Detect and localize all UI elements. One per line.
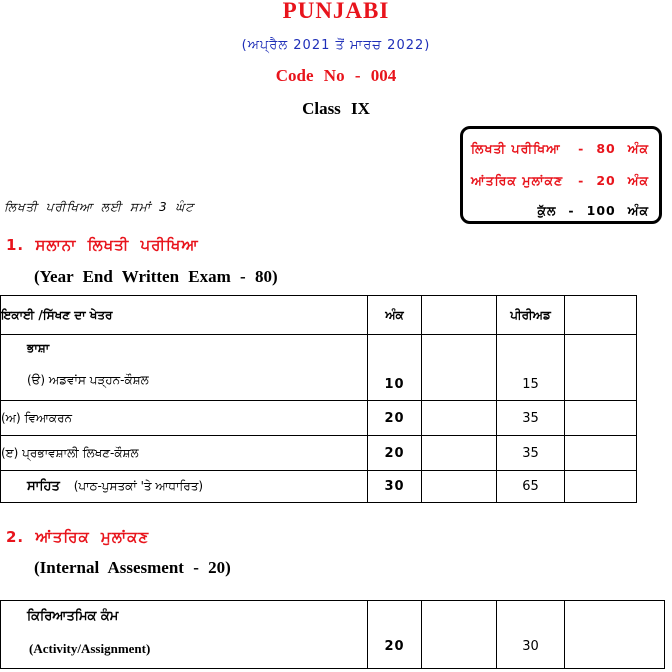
blank-cell xyxy=(565,335,637,401)
literature-note: (ਪਾਠ-ਪੁਸਤਕਾਂ 'ਤੇ ਆਧਾਰਿਤ) xyxy=(73,479,204,493)
column-header-marks: ਅੰਕ xyxy=(368,296,422,335)
row-area: (ੲ) ਪ੍ਰਭਾਵਸ਼ਾਲੀ ਲਿਖਣ-ਕੌਸ਼ਲ xyxy=(1,436,368,471)
total-unit: ਅੰਕ xyxy=(627,203,649,218)
column-header-blank xyxy=(422,296,497,335)
activity-sublabel: (Activity/Assignment) xyxy=(29,641,151,656)
row-periods: 65 xyxy=(497,471,565,503)
blank-cell xyxy=(565,601,665,669)
literature-cell xyxy=(1,471,368,503)
row-periods: 35 xyxy=(497,401,565,436)
literature-label: ਸਾਹਿਤ xyxy=(27,479,60,494)
internal-dash: - xyxy=(578,173,585,188)
table-row xyxy=(1,401,637,436)
internal-value: 20 xyxy=(596,173,616,188)
written-value: 80 xyxy=(596,141,616,156)
section2-subheading: (Internal Assesment - 20) xyxy=(34,558,231,577)
row-periods: 15 xyxy=(497,335,565,401)
row-area: (ਅ) ਵਿਆਕਰਨ xyxy=(1,401,368,436)
subject-title: PUNJABI xyxy=(282,0,390,23)
class-label: Class IX xyxy=(302,99,370,118)
row-marks: 30 xyxy=(368,471,422,503)
exam-time-note: ਲਿਖਤੀ ਪਰੀਖਿਆ ਲਈ ਸਮਾਂ 3 ਘੰਟ xyxy=(4,200,195,214)
table-row xyxy=(1,335,637,401)
subject-code: Code No - 004 xyxy=(275,66,397,85)
section1-subheading: (Year End Written Exam - 80) xyxy=(34,267,278,286)
blank-cell xyxy=(422,471,497,503)
total-value: 100 xyxy=(586,203,616,218)
table-header-row xyxy=(1,296,637,335)
section1-heading: 1. ਸਲਾਨਾ ਲਿਖਤੀ ਪਰੀਖਿਆ xyxy=(6,236,199,254)
total-dash: - xyxy=(568,203,575,218)
column-header-periods: ਪੀਰੀਅਡ xyxy=(497,296,565,335)
written-dash: - xyxy=(578,141,585,156)
blank-cell xyxy=(565,471,637,503)
blank-cell xyxy=(422,335,497,401)
blank-cell xyxy=(565,436,637,471)
blank-cell xyxy=(422,436,497,471)
table-row xyxy=(1,601,665,669)
language-group-cell xyxy=(1,335,368,401)
internal-marks-row xyxy=(471,173,649,189)
row-area: (ੳ) ਅਡਵਾਂਸ ਪੜ੍ਹਨ-ਕੌਸ਼ਲ xyxy=(27,373,149,387)
written-marks-row xyxy=(471,141,649,157)
section2-heading: 2. ਆਂਤਰਿਕ ਮੁਲਾਂਕਣ xyxy=(6,528,150,546)
blank-cell xyxy=(565,401,637,436)
marks-summary-box xyxy=(460,126,662,224)
session-dates: (ਅਪ੍ਰੈਲ 2021 ਤੋਂ ਮਾਰਚ 2022) xyxy=(241,38,431,53)
internal-unit: ਅੰਕ xyxy=(627,173,649,188)
internal-label: ਆਂਤਰਿਕ ਮੁਲਾਂਕਣ xyxy=(471,173,564,188)
row-periods: 30 xyxy=(497,601,565,669)
language-group-label: ਭਾਸ਼ਾ xyxy=(27,341,50,355)
total-label: ਕੁੱਲ xyxy=(537,203,557,218)
row-marks: 10 xyxy=(368,335,422,401)
written-unit: ਅੰਕ xyxy=(627,141,649,156)
activity-label: ਕਿਰਿਆਤਮਿਕ ਕੰਮ xyxy=(27,609,119,624)
row-marks: 20 xyxy=(368,436,422,471)
row-marks: 20 xyxy=(368,601,422,669)
internal-assessment-table xyxy=(0,600,665,669)
written-exam-table xyxy=(0,295,637,503)
written-label: ਲਿਖਤੀ ਪਰੀਖਿਆ xyxy=(471,141,561,156)
row-marks: 20 xyxy=(368,401,422,436)
table-row xyxy=(1,436,637,471)
activity-cell xyxy=(1,601,368,669)
total-marks-row xyxy=(471,203,649,219)
column-header-area: ਇਕਾਈ /ਸਿੱਖਣ ਦਾ ਖੇਤਰ xyxy=(1,296,368,335)
table-row xyxy=(1,471,637,503)
blank-cell xyxy=(422,601,497,669)
blank-cell xyxy=(422,401,497,436)
column-header-blank xyxy=(565,296,637,335)
row-periods: 35 xyxy=(497,436,565,471)
